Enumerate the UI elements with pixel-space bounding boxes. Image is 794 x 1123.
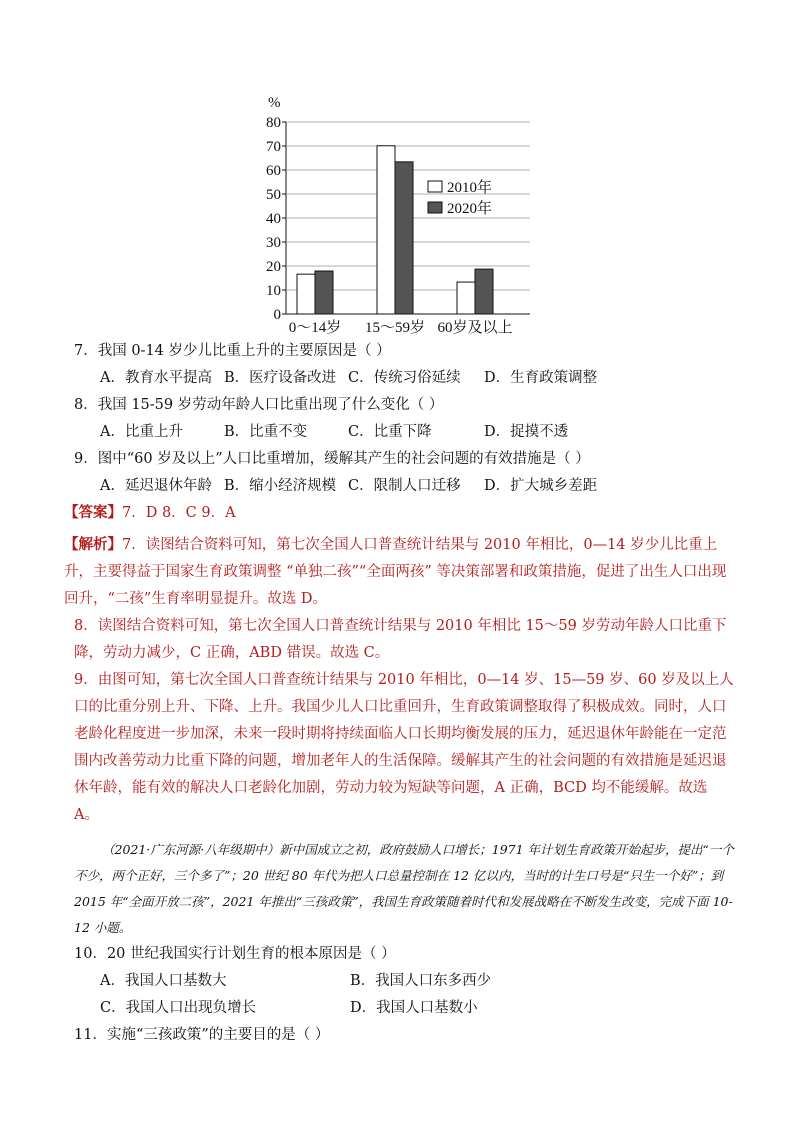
x-category-label: 0～14岁	[288, 320, 342, 336]
q9-option-b: B．缩小经济规模	[224, 478, 337, 494]
q8-option-c: C．比重下降	[348, 424, 432, 440]
y-tick-label: 20	[266, 259, 281, 275]
question-content	[64, 342, 734, 1053]
q8-option-d: D．捉摸不透	[484, 424, 569, 440]
y-tick-label: 10	[266, 283, 281, 299]
bar-2020-2	[475, 269, 493, 314]
q10-option-c: C．我国人口出现负增长	[100, 1000, 257, 1016]
q8-option-b: B．比重不变	[224, 424, 308, 440]
bar-2020-0	[315, 271, 333, 314]
analysis-7-text: 7．读图结合资料可知，第七次全国人口普查统计结果与 2010 年相比，0—14 岁少儿比重上升，主要得益于国家生育政策调整 “单独二孩”“全面两孩” 等决策部署和政策措施，促进了出生人口出现回升，“二孩”生育率明显提升。故选 D。	[64, 537, 727, 607]
q7-option-c: C．传统习俗延续	[348, 370, 461, 386]
q7-options	[74, 369, 734, 387]
q9-option-a: A．延迟退休年龄	[100, 478, 212, 494]
legend-swatch-2010	[428, 181, 442, 192]
q7-option-b: B．医疗设备改进	[224, 370, 337, 386]
q10-stem: 10．20 世纪我国实行计划生育的根本原因是（ ）	[74, 946, 396, 962]
y-tick-label: 50	[266, 187, 281, 203]
analysis-label: 【解析】	[64, 536, 122, 553]
q9-option-d: D．扩大城乡差距	[484, 478, 598, 494]
q10-option-b: B．我国人口东多西少	[350, 973, 492, 989]
q8-options	[74, 423, 734, 441]
bar-2020-1	[395, 162, 413, 314]
y-tick-label: 0	[273, 307, 281, 323]
q9-option-c: C．限制人口迁移	[348, 478, 461, 494]
legend-label-2010: 2010年	[447, 180, 493, 196]
q8-option-a: A．比重上升	[100, 424, 183, 440]
q7-stem: 7．我国 0-14 岁少儿比重上升的主要原因是（ ）	[74, 343, 391, 359]
q7-option-d: D．生育政策调整	[484, 370, 598, 386]
y-tick-label: 40	[266, 211, 281, 227]
y-tick-label: 60	[266, 163, 281, 179]
q9-stem: 9．图中“60 岁及以上”人口比重增加，缓解其产生的社会问题的有效措施是（ ）	[74, 451, 590, 467]
y-axis-unit: %	[268, 95, 281, 111]
q8-stem: 8．我国 15-59 岁劳动年龄人口比重出现了什么变化（ ）	[74, 397, 444, 413]
q10-option-d: D．我国人口基数小	[350, 1000, 478, 1016]
bar-2010-1	[377, 146, 395, 314]
answer-text: 7．D 8．C 9．A	[122, 505, 236, 521]
legend-label-2020: 2020年	[447, 201, 493, 217]
y-tick-label: 30	[266, 235, 281, 251]
y-tick-label: 70	[266, 139, 281, 155]
y-tick-label: 80	[266, 115, 281, 131]
q11-stem: 11．实施“三孩政策”的主要目的是（ ）	[74, 1027, 330, 1043]
chart-legend	[428, 178, 492, 217]
answer-line	[64, 504, 734, 522]
legend-swatch-2020	[428, 202, 442, 213]
q10-options-row2	[74, 999, 734, 1017]
analysis-7	[64, 531, 734, 613]
analysis-9: 9．由图可知，第七次全国人口普查统计结果与 2010 年相比，0—14 岁、15—59 岁、60 岁及以上人口的比重分别上升、下降、上升。我国少儿人口比重回升，生育政策调整取得了积极成效。同时，人口老龄化程度进一步加深，未来一段时期将持续面临人口长期均衡发展的压力，延迟退休年龄能在一定范围内改善劳动力比重下降的问题，增加老年人的生活保障。缓解其产生的社会问题的有效措施是延迟退休年龄，能有效的解决人口老龄化加剧，劳动力较为短缺等问题，A 正确，BCD 均不能缓解。故选 A。	[74, 672, 734, 823]
analysis-8: 8．读图结合资料可知，第七次全国人口普查统计结果与 2010 年相比 15～59 岁劳动年龄人口比重下降，劳动力减少，C 正确，ABD 错误。故选 C。	[74, 618, 727, 661]
x-category-label: 60岁及以上	[437, 320, 513, 336]
q10-options-row1	[74, 972, 734, 990]
population-age-bar-chart	[250, 90, 550, 340]
source-passage: （2021·广东河源·八年级期中）新中国成立之初，政府鼓励人口增长；1971 年计划生育政策开始起步，提出“一个不少，两个正好，三个多了”；20 世纪 80 年代为把人口总量控制在 12 亿以内，当时的计生口号是“只生一个好”；到 2015 年“全面开放二孩”，2021 年推出“三孩政策”，我国生育政策随着时代和发展战略在不断发生改变，完成下面 10-12 小题。	[74, 842, 734, 935]
q9-options	[74, 477, 734, 495]
q10-option-a: A．我国人口基数大	[100, 973, 227, 989]
q7-option-a: A．教育水平提高	[100, 370, 212, 386]
answer-label: 【答案】	[64, 504, 122, 521]
bar-2010-2	[457, 282, 475, 314]
bar-2010-0	[297, 274, 315, 314]
x-category-label: 15～59岁	[364, 320, 426, 336]
